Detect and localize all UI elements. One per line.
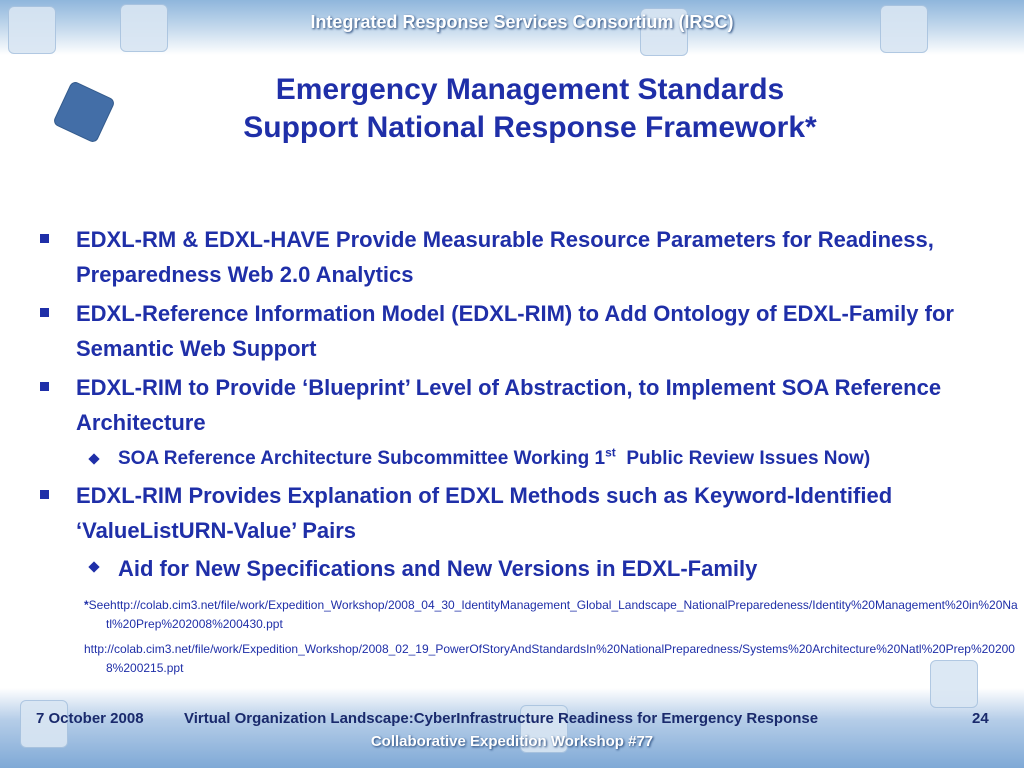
- diamond-bullet-icon: [88, 561, 99, 572]
- bullet-item: [30, 222, 1015, 292]
- sub-bullet-item: [30, 552, 1015, 586]
- sub-bullet-text: Aid for New Specifications and New Versions in EDXL-Family: [118, 556, 758, 581]
- reference-link[interactable]: [84, 596, 1019, 634]
- bullet-text: EDXL-RM & EDXL-HAVE Provide Measurable Resource Parameters for Readiness, Preparedness Web 2.0 Analytics: [76, 227, 934, 287]
- bullet-text: EDXL-RIM Provides Explanation of EDXL Methods such as Keyword-Identified ‘ValueListURN-Value’ Pairs: [76, 483, 893, 543]
- title-line-2: Support National Response Framework*: [243, 111, 817, 144]
- page-number: 24: [972, 710, 989, 727]
- reference-text: http://colab.cim3.net/file/work/Expedition_Workshop/2008_02_19_PowerOfStoryAndStandardsIn%20NationalPreparedness/Systems%20Architecture%20Natl%20Prep%202008%200215.ppt: [84, 642, 1015, 675]
- sub-bullet-text: SOA Reference Architecture Subcommittee Working 1: [118, 448, 606, 469]
- footer-date: 7 October 2008: [36, 710, 144, 727]
- bullet-list: [30, 222, 1015, 590]
- square-bullet-icon: [40, 490, 49, 499]
- bullet-text: EDXL-Reference Information Model (EDXL-RIM) to Add Ontology of EDXL-Family for Semantic Web Support: [76, 301, 954, 361]
- square-bullet-icon: [40, 382, 49, 391]
- square-bullet-icon: [40, 234, 49, 243]
- page-title: [150, 71, 910, 147]
- puzzle-piece-icon: [52, 80, 116, 144]
- bullet-item: [30, 370, 1015, 440]
- footer-workshop: Collaborative Expedition Workshop #77: [370, 733, 654, 750]
- organization-header: Integrated Response Services Consortium (IRSC): [310, 12, 734, 32]
- ordinal-suffix: st: [605, 445, 616, 460]
- diamond-bullet-icon: [88, 453, 99, 464]
- bullet-text: EDXL-RIM to Provide ‘Blueprint’ Level of Abstraction, to Implement SOA Reference Architecture: [76, 375, 942, 435]
- sub-bullet-text-end: Public Review Issues Now): [615, 448, 871, 469]
- references: [84, 596, 1019, 679]
- reference-text: Seehttp://colab.cim3.net/file/work/Expedition_Workshop/2008_04_30_IdentityManagement_Global_Landscape_NationalPreparedeness/Identity%20Management%20in%20Natl%20Prep%202008%200430.ppt: [88, 598, 1018, 631]
- sub-bullet-item: [30, 444, 1015, 474]
- bullet-item: [30, 296, 1015, 366]
- reference-link[interactable]: [84, 640, 1019, 678]
- footnote-star: *: [84, 598, 89, 612]
- footer-event: Virtual Organization Landscape:CyberInfrastructure Readiness for Emergency Response: [184, 710, 819, 727]
- title-line-1: Emergency Management Standards: [275, 73, 785, 106]
- footer-background: [0, 688, 1024, 768]
- bullet-item: [30, 478, 1015, 548]
- square-bullet-icon: [40, 308, 49, 317]
